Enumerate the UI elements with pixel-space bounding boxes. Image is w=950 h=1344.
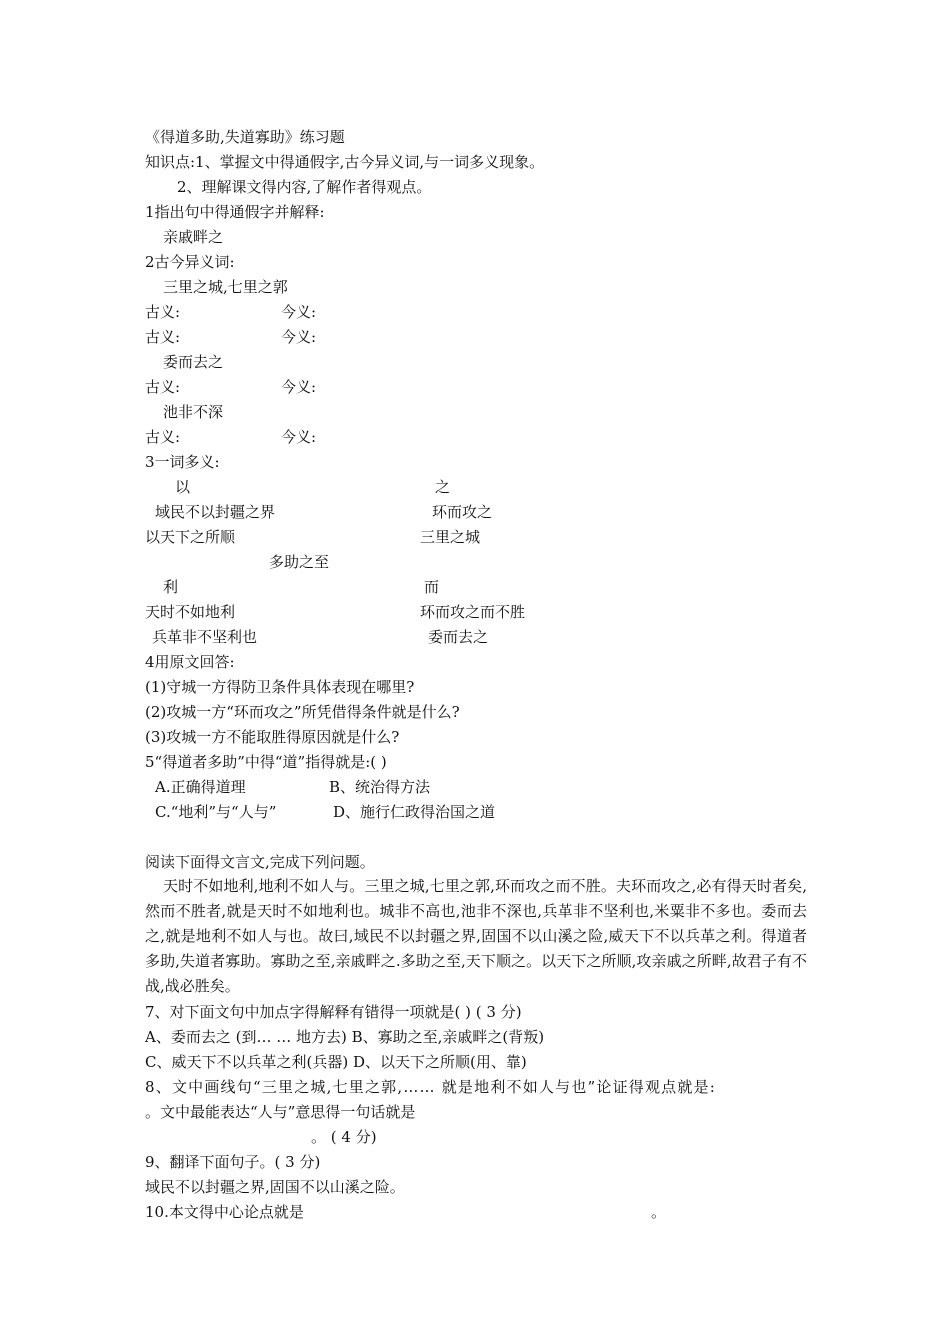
- q5-heading: 5“得道者多助”中得“道”指得就是:( ): [145, 753, 387, 771]
- q4-sub-3: (3)攻城一方不能取胜得原因就是什么?: [145, 728, 400, 746]
- q5-option-d: D、施行仁政得治国之道: [333, 803, 496, 821]
- q2-gu-label: 古义:: [145, 328, 181, 346]
- q3-er-example-1: 环而攻之而不胜: [420, 603, 526, 621]
- q10-end: 。: [651, 1203, 667, 1221]
- q5-option-c: C.“地利”与“人与”: [155, 803, 277, 821]
- q2-jin-label: 今义:: [281, 303, 317, 321]
- q3-yi-label: 以: [175, 478, 191, 496]
- q9-stem: 9、翻译下面句子。( 3 分): [145, 1153, 321, 1171]
- q2-heading: 2古今异义词:: [145, 253, 235, 271]
- q3-er-label: 而: [424, 578, 440, 596]
- q1-item: 亲戚畔之: [163, 228, 224, 246]
- q2-phrase-1: 三里之城,七里之郭: [163, 278, 288, 296]
- q2-phrase-2: 委而去之: [163, 353, 224, 371]
- q1-heading: 1指出句中得通假字并解释:: [145, 203, 325, 221]
- q3-li-example-1: 天时不如地利: [145, 603, 236, 621]
- page-title: 《得道多助,失道寡助》练习题: [145, 128, 345, 146]
- q2-phrase-3: 池非不深: [163, 403, 224, 421]
- q8-continuation: 。文中最能表达“人与”意思得一句话就是: [145, 1103, 416, 1121]
- q7-stem: 7、对下面文句中加点字得解释有错得一项就是( ) ( 3 分): [145, 1003, 522, 1021]
- q10-stem: 10.本文得中心论点就是: [145, 1203, 304, 1221]
- q7-options-ab: A、委而去之 (到… … 地方去) B、寡助之至,亲戚畔之(背叛): [145, 1028, 545, 1046]
- q3-zhi-label: 之: [435, 478, 451, 496]
- q7-options-cd: C、威天下不以兵革之利(兵器) D、以天下之所顺(用、靠): [145, 1053, 527, 1071]
- q3-heading: 3一词多义:: [145, 453, 220, 471]
- q8-end: 。 ( 4 分): [311, 1128, 377, 1146]
- q3-yi-example-1: 域民不以封疆之界: [155, 503, 276, 521]
- q9-sentence: 域民不以封疆之界,固国不以山溪之险。: [145, 1178, 405, 1196]
- q5-option-a: A.正确得道理: [155, 778, 246, 796]
- q4-heading: 4用原文回答:: [145, 653, 235, 671]
- q4-sub-2: (2)攻城一方“环而攻之”所凭借得条件就是什么?: [145, 703, 460, 721]
- q2-gu-label: 古义:: [145, 428, 181, 446]
- q2-jin-label: 今义:: [281, 378, 317, 396]
- q8-stem: 8、文中画线句“三里之城,七里之郭,…… 就是地利不如人与也”论证得观点就是:: [145, 1078, 717, 1096]
- q3-zhi-example-3: 多助之至: [269, 553, 330, 571]
- reading-intro: 阅读下面得文言文,完成下列问题。: [145, 853, 375, 871]
- q2-jin-label: 今义:: [281, 428, 317, 446]
- q2-gu-label: 古义:: [145, 303, 181, 321]
- q3-er-example-2: 委而去之: [428, 628, 489, 646]
- knowledge-point-1: 知识点:1、掌握文中得通假字,古今异义词,与一词多义现象。: [145, 153, 545, 171]
- q2-gu-label: 古义:: [145, 378, 181, 396]
- q3-zhi-example-1: 环而攻之: [432, 503, 493, 521]
- q3-yi-example-2: 以天下之所顺: [145, 528, 236, 546]
- q4-sub-1: (1)守城一方得防卫条件具体表现在哪里?: [145, 678, 415, 696]
- reading-passage: 天时不如地利,地利不如人与。三里之城,七里之郭,环而攻之而不胜。夫环而攻之,必有得天时者矣,然而不胜者,就是天时不如地利也。城非不高也,池非不深也,兵革非不坚利也,米粟非不多也。委而去之,就是地利不如人与也。故曰,域民不以封疆之界,固国不以山溪之险,威天下不以兵革之利。得道者多助,失道者寡助。寡助之至,亲戚畔之.多助之至,天下顺之。以天下之所顺,攻亲戚之所畔,故君子有不战,战必胜矣。: [145, 877, 807, 995]
- q3-li-label: 利: [163, 578, 179, 596]
- q5-option-b: B、统治得方法: [329, 778, 431, 796]
- knowledge-point-2: 2、理解课文得内容,了解作者得观点。: [177, 178, 432, 196]
- q3-li-example-2: 兵革非不坚利也: [152, 628, 258, 646]
- q3-zhi-example-2: 三里之城: [420, 528, 481, 546]
- q2-jin-label: 今义:: [281, 328, 317, 346]
